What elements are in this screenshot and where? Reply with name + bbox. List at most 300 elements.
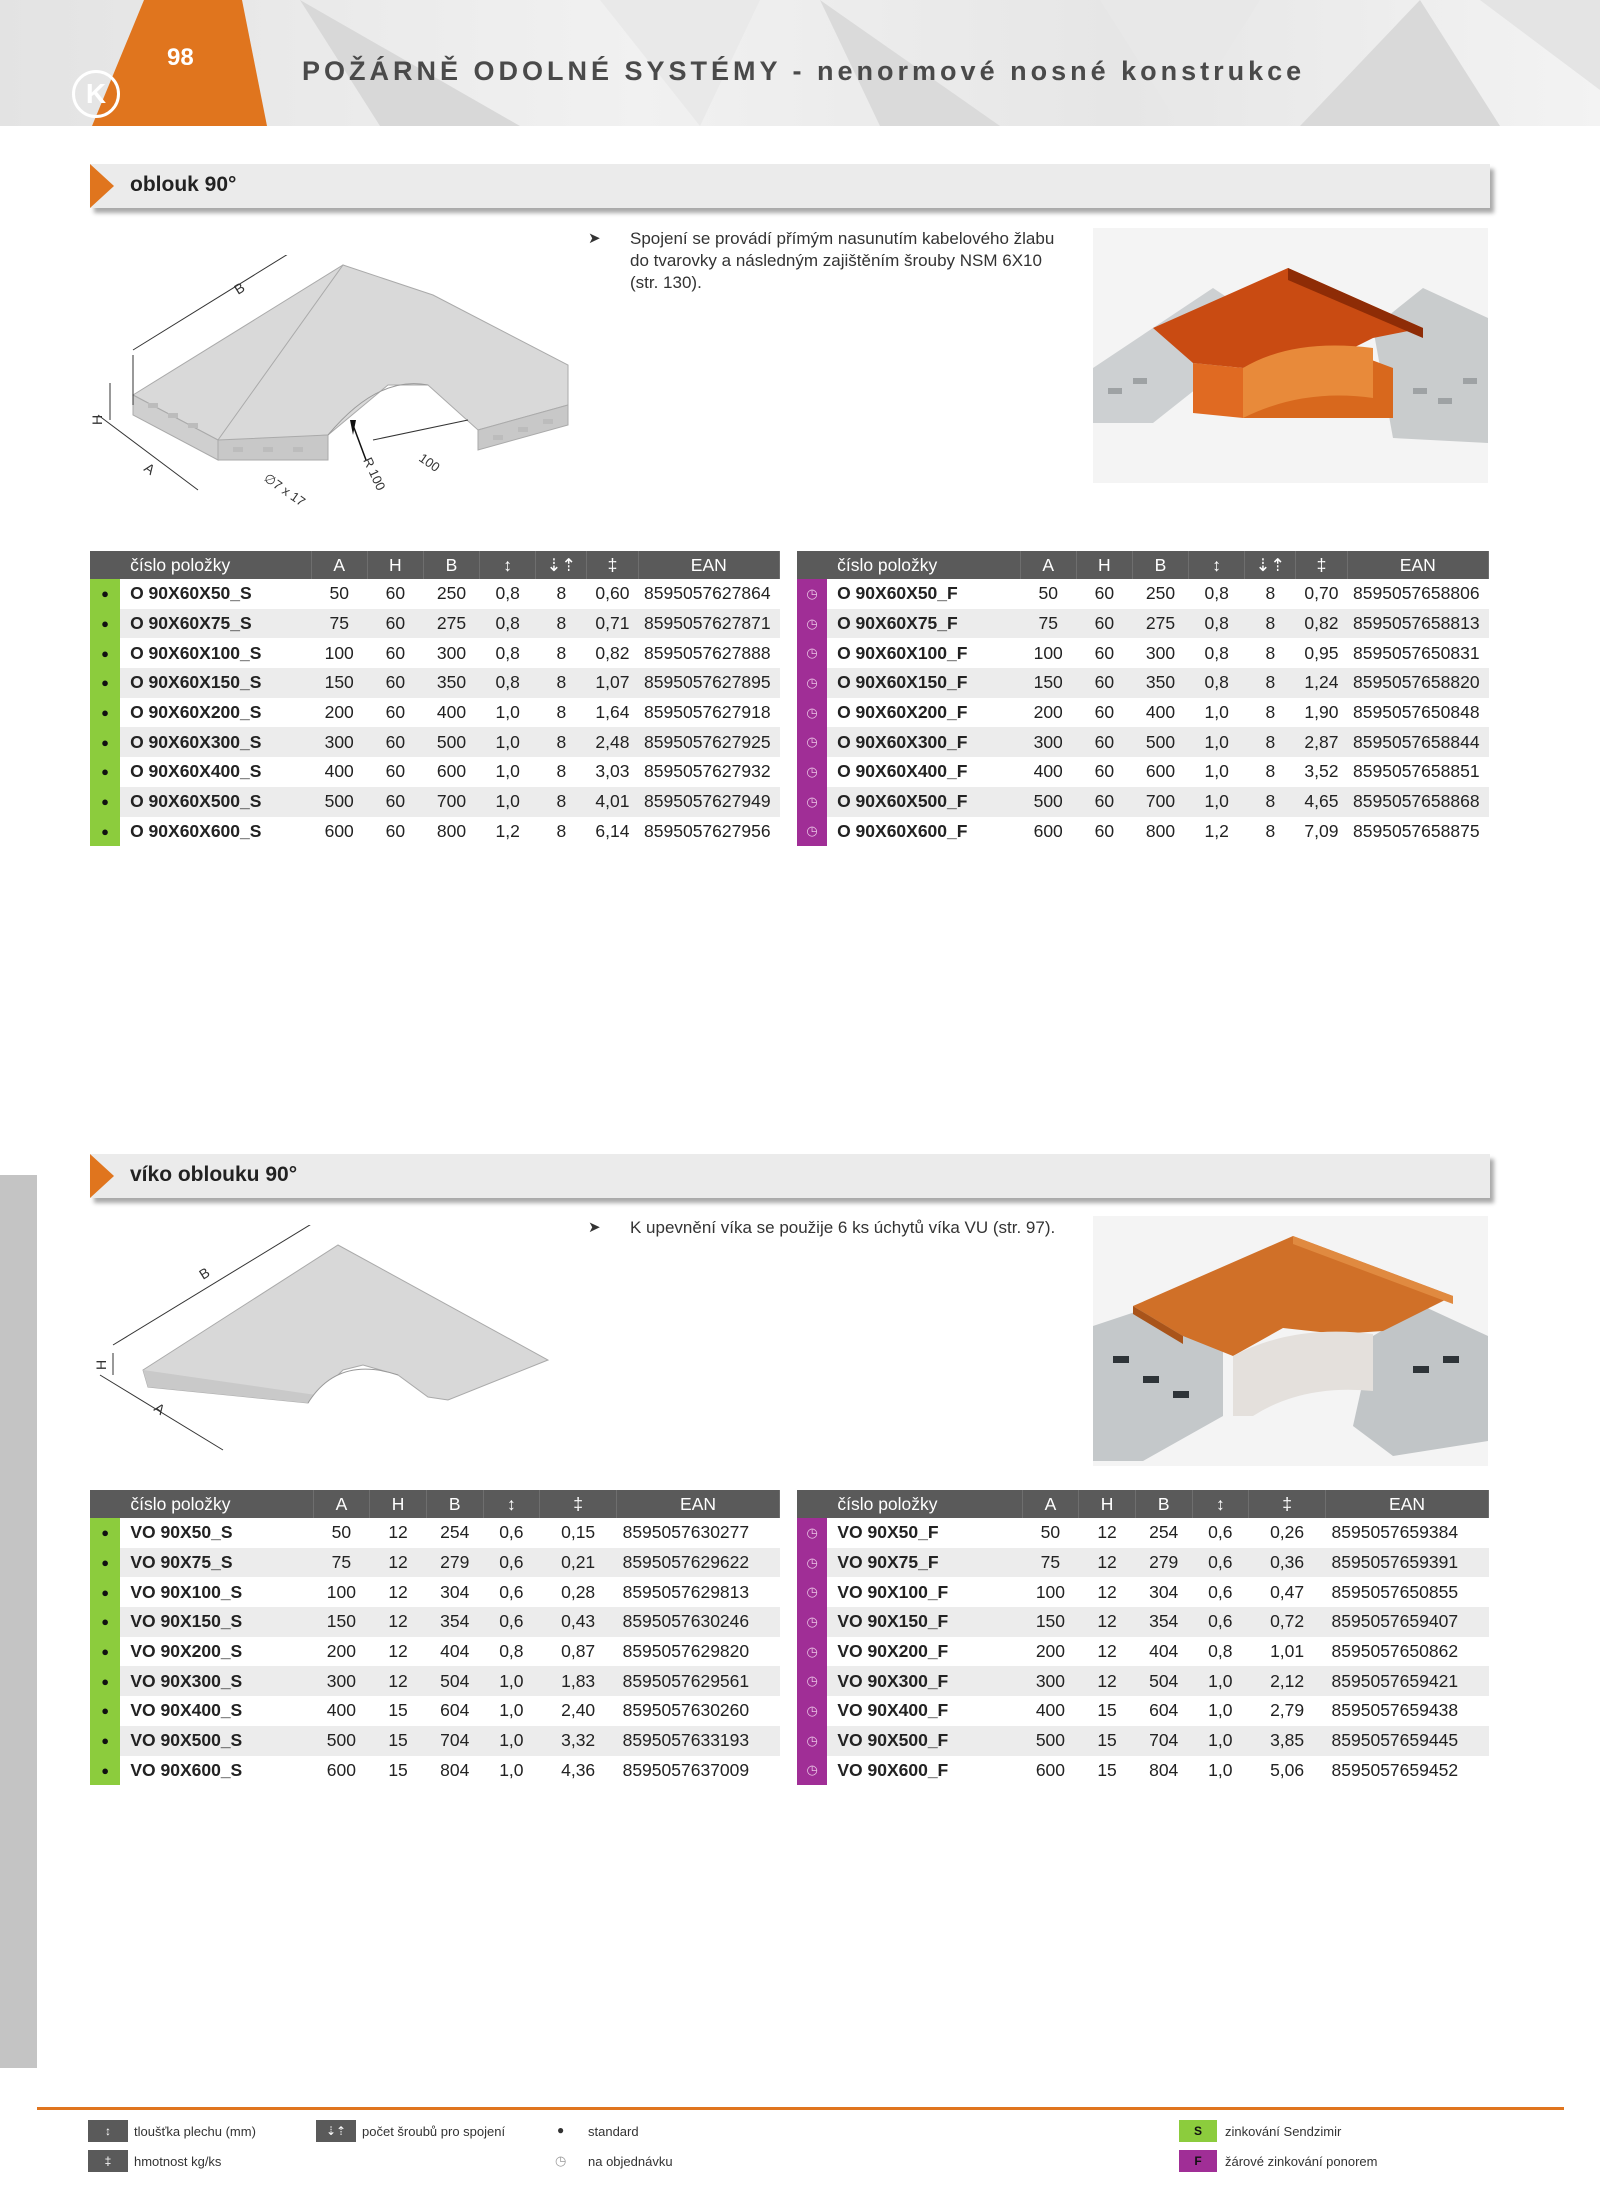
table-header-row — [90, 1490, 780, 1518]
cell-h: 60 — [367, 787, 423, 817]
dim-h-label: H — [93, 1359, 109, 1370]
lid-product-photo — [1093, 1216, 1488, 1466]
standard-icon: ● — [90, 579, 120, 609]
cell-b: 304 — [1149, 1581, 1179, 1602]
item-code: VO 90X300_S — [120, 1666, 313, 1696]
standard-icon: ● — [90, 727, 120, 757]
indicator-header — [797, 1490, 827, 1518]
cell-b: 800 — [1145, 820, 1176, 841]
cell-w: 7,09 — [1304, 820, 1339, 841]
cell-b: 600 — [436, 761, 467, 782]
radius-label: R 100 — [360, 454, 389, 493]
cell-t: 0,8 — [1204, 642, 1229, 663]
cell-h: 60 — [1094, 642, 1115, 663]
item-code: O 90X60X200_F — [837, 702, 968, 723]
cell-a: 200 — [1035, 1641, 1066, 1662]
clock-icon: ◷ — [797, 727, 827, 757]
item-code: VO 90X150_S — [120, 1607, 313, 1637]
ean-cell: 8595057658868 — [1347, 787, 1488, 817]
cell-h: 60 — [385, 820, 406, 841]
cell-t: 1,0 — [1192, 1726, 1249, 1756]
cell-b: 300 — [1145, 642, 1176, 663]
cell-b: 704 — [1135, 1726, 1192, 1756]
cell-b: 604 — [440, 1700, 470, 1721]
col-thickness: ↕ — [480, 551, 536, 579]
cell-t: 0,6 — [499, 1522, 524, 1543]
table-row — [797, 757, 1489, 787]
table-row — [90, 1756, 780, 1786]
col-a: A — [1022, 1490, 1079, 1518]
table-row — [90, 757, 780, 787]
table-row — [797, 1637, 1489, 1667]
table-row — [90, 1666, 780, 1696]
table-row — [90, 1548, 780, 1578]
standard-icon: ● — [557, 2123, 565, 2137]
page-number: 98 — [167, 44, 194, 71]
cell-a: 300 — [313, 1666, 370, 1696]
table-row — [797, 1607, 1489, 1637]
standard-icon: ● — [90, 757, 120, 787]
ean-cell: 8595057629622 — [617, 1548, 780, 1578]
cell-n: 8 — [556, 820, 567, 841]
ean-cell: 8595057630260 — [622, 1700, 750, 1721]
clock-icon: ◷ — [797, 1548, 827, 1578]
table-body — [90, 579, 780, 846]
cell-w: 0,71 — [587, 609, 638, 639]
cell-b: 504 — [426, 1666, 483, 1696]
ean-cell: 8595057659407 — [1326, 1607, 1489, 1637]
cell-b: 500 — [423, 727, 479, 757]
item-code: O 90X60X150_F — [827, 668, 1020, 698]
item-code: O 90X60X500_F — [827, 787, 1020, 817]
cell-b: 279 — [426, 1548, 483, 1578]
table-row — [797, 727, 1489, 757]
clock-icon: ◷ — [797, 1726, 827, 1756]
cell-h: 60 — [1076, 668, 1132, 698]
ean-cell: 8595057627918 — [644, 702, 771, 723]
cell-h: 15 — [388, 1700, 408, 1721]
col-weight: ‡ — [1296, 551, 1347, 579]
cell-t: 0,6 — [483, 1607, 540, 1637]
cell-t: 0,8 — [1189, 668, 1245, 698]
cell-b: 254 — [440, 1522, 470, 1543]
col-b: B — [426, 1490, 483, 1518]
cell-t: 0,8 — [480, 609, 536, 639]
item-code: O 90X60X300_S — [120, 727, 311, 757]
col-h: H — [367, 551, 423, 579]
ean-cell: 8595057629561 — [617, 1666, 780, 1696]
table-body — [797, 579, 1489, 846]
table-row — [90, 1518, 780, 1548]
cell-w: 2,40 — [561, 1700, 596, 1721]
col-code: číslo položky — [827, 551, 1020, 579]
item-code: O 90X60X75_S — [120, 609, 311, 639]
legend-weight: hmotnost kg/ks — [134, 2154, 222, 2169]
cell-a: 200 — [324, 702, 354, 723]
ean-cell: 8595057659445 — [1326, 1726, 1489, 1756]
table-row — [90, 668, 780, 698]
indicator-header — [90, 1490, 120, 1518]
cell-h: 60 — [385, 583, 406, 604]
cell-t: 1,0 — [495, 702, 520, 723]
cell-h: 60 — [367, 668, 423, 698]
table-viko-f — [797, 1490, 1489, 1785]
cell-w: 4,01 — [587, 787, 638, 817]
standard-icon: ● — [90, 1696, 120, 1726]
clock-icon: ◷ — [797, 787, 827, 817]
clock-icon: ◷ — [555, 2153, 567, 2168]
cell-h: 12 — [370, 1607, 427, 1637]
item-code: O 90X60X400_S — [130, 761, 262, 782]
cell-w: 2,12 — [1249, 1666, 1326, 1696]
table-row — [797, 1696, 1489, 1726]
cell-b: 400 — [1145, 702, 1176, 723]
cell-w: 0,60 — [595, 583, 630, 604]
cell-b: 350 — [423, 668, 479, 698]
item-code: VO 90X600_F — [837, 1759, 949, 1780]
cell-t: 1,2 — [495, 820, 520, 841]
col-h: H — [1076, 551, 1132, 579]
cell-h: 60 — [1094, 702, 1115, 723]
clock-icon: ◷ — [797, 1696, 827, 1726]
cell-b: 500 — [1132, 727, 1188, 757]
ean-cell: 8595057658851 — [1353, 761, 1480, 782]
cell-h: 15 — [370, 1726, 427, 1756]
cell-t: 1,0 — [495, 761, 520, 782]
col-code: číslo položky — [827, 1490, 1022, 1518]
table-row — [797, 579, 1489, 609]
cell-h: 12 — [1079, 1548, 1136, 1578]
cell-b: 400 — [436, 702, 467, 723]
ean-cell: 8595057659452 — [1331, 1759, 1459, 1780]
col-code: číslo položky — [120, 551, 311, 579]
cell-w: 0,82 — [595, 642, 630, 663]
dim-a-label: A — [141, 459, 159, 478]
cell-a: 50 — [331, 1522, 352, 1543]
ean-cell: 8595057630277 — [622, 1522, 750, 1543]
cell-n: 8 — [536, 668, 587, 698]
section-arrow — [90, 1154, 114, 1198]
cell-a: 600 — [326, 1759, 356, 1780]
table-oblouk-s — [90, 551, 780, 846]
standard-icon: ● — [90, 1577, 120, 1607]
ean-cell: 8595057659421 — [1326, 1666, 1489, 1696]
cell-w: 2,87 — [1296, 727, 1347, 757]
standard-icon: ● — [90, 1666, 120, 1696]
cell-a: 500 — [1020, 787, 1076, 817]
standard-icon: ● — [90, 817, 120, 847]
cell-h: 12 — [1097, 1641, 1117, 1662]
section-bar — [90, 1154, 1490, 1198]
cell-a: 500 — [313, 1726, 370, 1756]
section-arrow — [90, 164, 114, 208]
assembly-note-text: Spojení se provádí přímým nasunutím kabelového žlabu do tvarovky a následným zajištěním šrouby NSM 6X10 (str. 130). — [630, 229, 1055, 292]
cell-h: 60 — [367, 727, 423, 757]
cell-b: 704 — [426, 1726, 483, 1756]
cell-n: 8 — [536, 787, 587, 817]
cell-h: 60 — [385, 642, 406, 663]
cell-a: 400 — [1035, 1700, 1066, 1721]
ean-cell: 8595057627871 — [638, 609, 779, 639]
ean-cell: 8595057627932 — [644, 761, 771, 782]
col-code: číslo položky — [120, 1490, 313, 1518]
col-a: A — [1020, 551, 1076, 579]
cell-h: 12 — [1097, 1522, 1117, 1543]
cell-a: 600 — [1035, 1759, 1066, 1780]
standard-icon: ● — [90, 1548, 120, 1578]
clock-icon: ◷ — [797, 1577, 827, 1607]
legend-f: žárové zinkování ponorem — [1225, 2154, 1378, 2169]
cell-w: 1,90 — [1304, 702, 1339, 723]
table-row — [90, 817, 780, 847]
item-code: O 90X60X50_S — [130, 583, 252, 604]
cell-h: 60 — [367, 609, 423, 639]
dim-b-label: B — [231, 279, 248, 298]
cell-b: 275 — [423, 609, 479, 639]
cell-w: 0,70 — [1304, 583, 1339, 604]
cell-t: 1,0 — [499, 1759, 524, 1780]
ean-cell: 8595057658813 — [1347, 609, 1488, 639]
ean-cell: 8595057630246 — [617, 1607, 780, 1637]
table-oblouk-f — [797, 551, 1489, 846]
item-code: O 90X60X300_F — [827, 727, 1020, 757]
cell-t: 0,8 — [480, 668, 536, 698]
col-ean: EAN — [617, 1490, 780, 1518]
cell-n: 8 — [1245, 668, 1296, 698]
table-row — [90, 698, 780, 728]
col-h: H — [370, 1490, 427, 1518]
ean-cell: 8595057659384 — [1331, 1522, 1459, 1543]
ean-cell: 8595057627925 — [638, 727, 779, 757]
item-code: O 90X60X50_F — [837, 583, 958, 604]
item-code: O 90X60X75_F — [827, 609, 1020, 639]
col-thickness: ↕ — [1192, 1490, 1249, 1518]
standard-icon: ● — [90, 638, 120, 668]
dim-a-label: A — [151, 1399, 169, 1418]
cell-a: 50 — [1040, 1522, 1061, 1543]
cell-n: 8 — [1265, 820, 1276, 841]
cell-b: 700 — [423, 787, 479, 817]
table-row — [90, 1696, 780, 1726]
cell-t: 0,8 — [1204, 583, 1229, 604]
cell-a: 100 — [326, 1581, 356, 1602]
ean-cell: 8595057633193 — [617, 1726, 780, 1756]
cell-h: 60 — [1076, 609, 1132, 639]
cell-a: 400 — [324, 761, 354, 782]
header-title: POŽÁRNĚ ODOLNÉ SYSTÉMY - nenormové nosné konstrukce — [302, 56, 1306, 86]
col-ean: EAN — [1347, 551, 1488, 579]
cell-w: 1,24 — [1296, 668, 1347, 698]
standard-icon: ● — [90, 698, 120, 728]
item-code: O 90X60X400_F — [837, 761, 968, 782]
cell-a: 500 — [1022, 1726, 1079, 1756]
cell-a: 400 — [326, 1700, 356, 1721]
cell-h: 15 — [1097, 1700, 1117, 1721]
cell-n: 8 — [536, 609, 587, 639]
cell-a: 150 — [311, 668, 367, 698]
cell-t: 1,2 — [1204, 820, 1229, 841]
cell-w: 0,36 — [1249, 1548, 1326, 1578]
cell-b: 600 — [1145, 761, 1176, 782]
col-weight: ‡ — [587, 551, 638, 579]
cell-b: 350 — [1132, 668, 1188, 698]
item-code: VO 90X75_S — [120, 1548, 313, 1578]
ean-cell: 8595057658875 — [1353, 820, 1480, 841]
item-code: O 90X60X100_S — [130, 642, 262, 663]
cell-w: 5,06 — [1270, 1759, 1305, 1780]
cell-t: 1,0 — [1208, 1759, 1233, 1780]
item-code: O 90X60X200_S — [130, 702, 262, 723]
ean-cell: 8595057627864 — [644, 583, 771, 604]
col-weight: ‡ — [1249, 1490, 1326, 1518]
cell-w: 4,36 — [561, 1759, 596, 1780]
col-a: A — [313, 1490, 370, 1518]
cell-w: 0,21 — [540, 1548, 617, 1578]
table-row — [797, 1577, 1489, 1607]
clock-icon: ◷ — [797, 698, 827, 728]
legend-standard: standard — [588, 2124, 639, 2139]
table-viko-s — [90, 1490, 780, 1785]
table-header-row — [797, 1490, 1489, 1518]
cell-a: 75 — [1020, 609, 1076, 639]
bend-product-photo — [1093, 228, 1488, 483]
cell-w: 3,32 — [540, 1726, 617, 1756]
item-code: VO 90X600_S — [130, 1759, 243, 1780]
cell-t: 0,6 — [483, 1548, 540, 1578]
lid-note-text: K upevnění víka se použije 6 ks úchytů víka VU (str. 97). — [630, 1218, 1056, 1237]
cell-n: 8 — [1265, 583, 1276, 604]
item-code: VO 90X75_F — [827, 1548, 1022, 1578]
table-row — [797, 1756, 1489, 1786]
cell-a: 300 — [311, 727, 367, 757]
item-code: VO 90X150_F — [827, 1607, 1022, 1637]
table-row — [90, 727, 780, 757]
cell-w: 6,14 — [595, 820, 630, 841]
clock-icon: ◷ — [797, 1607, 827, 1637]
cell-a: 50 — [1038, 583, 1058, 604]
ean-cell: 8595057629820 — [622, 1641, 750, 1662]
cell-a: 300 — [1020, 727, 1076, 757]
dim-b-label: B — [196, 1264, 213, 1283]
table-row — [90, 787, 780, 817]
item-code: VO 90X500_S — [120, 1726, 313, 1756]
legend-order: na objednávku — [588, 2154, 673, 2169]
standard-icon: ● — [90, 609, 120, 639]
cell-b: 700 — [1132, 787, 1188, 817]
table-row — [797, 1726, 1489, 1756]
cell-t: 0,8 — [495, 642, 520, 663]
cell-a: 200 — [1033, 702, 1063, 723]
item-code: VO 90X100_S — [130, 1581, 243, 1602]
cell-b: 254 — [1149, 1522, 1179, 1543]
cell-t: 1,0 — [1204, 761, 1229, 782]
cell-h: 15 — [1079, 1726, 1136, 1756]
cell-w: 0,95 — [1304, 642, 1339, 663]
ean-cell: 8595057637009 — [622, 1759, 750, 1780]
clock-icon: ◷ — [797, 1518, 827, 1548]
footer-divider — [37, 2107, 1564, 2110]
cell-h: 12 — [388, 1522, 408, 1543]
clock-icon: ◷ — [797, 1756, 827, 1786]
legend-thickness: tloušťka plechu (mm) — [134, 2124, 256, 2139]
cell-w: 1,07 — [587, 668, 638, 698]
logo: K — [72, 70, 120, 118]
clock-icon: ◷ — [797, 1637, 827, 1667]
cell-n: 8 — [1265, 761, 1276, 782]
cell-a: 75 — [1022, 1548, 1079, 1578]
cell-w: 2,79 — [1270, 1700, 1305, 1721]
cell-n: 8 — [556, 583, 567, 604]
clock-icon: ◷ — [797, 638, 827, 668]
cell-h: 15 — [388, 1759, 408, 1780]
ean-cell: 8595057627956 — [644, 820, 771, 841]
ean-cell: 8595057627888 — [644, 642, 771, 663]
cell-b: 800 — [436, 820, 467, 841]
cell-b: 404 — [1149, 1641, 1179, 1662]
clock-icon: ◷ — [797, 609, 827, 639]
cell-h: 12 — [370, 1548, 427, 1578]
ean-cell: 8595057658844 — [1347, 727, 1488, 757]
cell-b: 404 — [440, 1641, 470, 1662]
cell-n: 8 — [536, 727, 587, 757]
clock-icon: ◷ — [797, 668, 827, 698]
col-bolts: ⇣⇡ — [536, 551, 587, 579]
cell-a: 150 — [1022, 1607, 1079, 1637]
table-row — [797, 817, 1489, 847]
cell-h: 12 — [370, 1666, 427, 1696]
cell-a: 75 — [311, 609, 367, 639]
table-row — [90, 1577, 780, 1607]
item-code: VO 90X100_F — [837, 1581, 949, 1602]
cell-w: 0,87 — [561, 1641, 596, 1662]
cell-w: 0,72 — [1249, 1607, 1326, 1637]
cell-h: 60 — [1076, 727, 1132, 757]
cell-h: 60 — [1076, 787, 1132, 817]
cell-t: 1,0 — [1204, 702, 1229, 723]
s-badge: S — [1179, 2120, 1217, 2142]
standard-icon: ● — [90, 1756, 120, 1786]
cell-b: 354 — [1135, 1607, 1192, 1637]
section-header-oblouk — [90, 164, 1490, 212]
table-row — [90, 1726, 780, 1756]
item-code: O 90X60X100_F — [837, 642, 968, 663]
item-code: VO 90X500_F — [827, 1726, 1022, 1756]
indicator-header — [90, 551, 120, 579]
table-header-row — [90, 551, 780, 579]
cell-n: 8 — [1265, 642, 1276, 663]
item-code: VO 90X50_S — [130, 1522, 233, 1543]
indicator-header — [797, 551, 827, 579]
cell-h: 60 — [1094, 761, 1115, 782]
cell-n: 8 — [1245, 727, 1296, 757]
cell-n: 8 — [556, 702, 567, 723]
section-header-viko — [90, 1154, 1490, 1202]
cell-a: 100 — [1033, 642, 1063, 663]
dim-h-label: H — [89, 414, 105, 425]
ean-cell: 8595057659438 — [1331, 1700, 1459, 1721]
cell-t: 1,0 — [1189, 787, 1245, 817]
col-thickness: ↕ — [1189, 551, 1245, 579]
legend-s: zinkování Sendzimir — [1225, 2124, 1342, 2139]
cell-w: 0,28 — [561, 1581, 596, 1602]
clock-icon: ◷ — [797, 757, 827, 787]
cell-b: 275 — [1132, 609, 1188, 639]
cell-t: 0,8 — [1208, 1641, 1233, 1662]
cell-w: 3,85 — [1249, 1726, 1326, 1756]
table-row — [90, 579, 780, 609]
clock-icon: ◷ — [797, 579, 827, 609]
table-row — [90, 1607, 780, 1637]
